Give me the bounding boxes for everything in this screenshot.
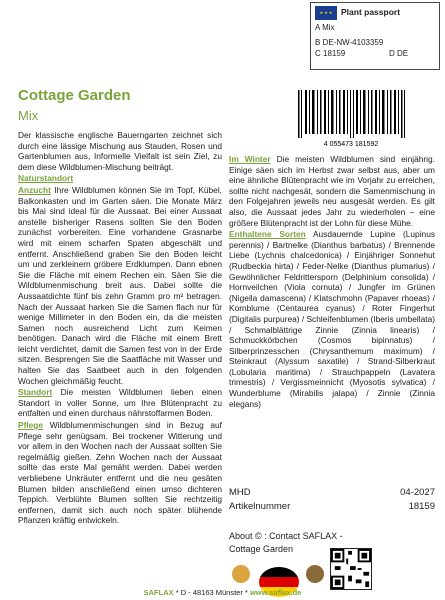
seed-packet-icon (232, 565, 250, 583)
anzucht-heading: Anzucht (18, 184, 51, 195)
passport-c: C 18159 (315, 49, 346, 58)
artikel-value: 18159 (408, 501, 435, 512)
footer (0, 588, 445, 597)
anzucht-text: Ihre Wildblumen können Sie im Topf, Kübel, Balkonkasten und im Garten säen. Die Monate März bis Mai sind ideal für die Aussaat. Bei einer Aussaat anstelle bisheriger Rasens sollten Sie den Boden zunächst vorbereiten. Eine vorhandene Grasnarbe wird mit einem scharfen Spaten abgeschält und entfernt. Anschließend graben Sie den Boden leicht um und zerkleinern gröbere Erdklumpen. Dann ebnen Sie die Fläche mit einem Rechen ein. Säen Sie die Wildblumenmischung breit aus. Dabei sollte die Aussaatdichte fünf bis zehn Gramm pro m² betragen. Nach der Aussaat harken Sie die Samen flach nur für wenige Millimeter in den Boden ein, da die meisten Samen noch ausreichend Licht zum Keimen benötigen. Danach wird die Fläche mit einem Brett leicht verdichtet, damit die Samen fest von in der Erde sitzen. Besprengen Sie die Saatfläche mit Wasser und halten Sie das Saatbeet auch in den folgenden Wochen gleichmäßig feucht. (18, 184, 222, 386)
footer-brand: SAFLAX (143, 588, 174, 597)
product-subtitle: Mix (18, 108, 39, 123)
mhd-row (229, 486, 435, 500)
passport-d: D DE (389, 49, 409, 58)
qr-code (330, 548, 372, 590)
eu-flag-icon: ★ ★ ★ (315, 6, 337, 20)
right-column (229, 154, 435, 410)
info-table (229, 486, 435, 514)
winter-heading: Im Winter (229, 154, 271, 164)
intro-text: Der klassische englische Bauerngarten zeichnet sich durch eine lässige Mischung aus Stauden, Rosen und Gartenblumen aus, Informelle Vielfalt ist sein Ziel, zu dem diese Wildblumen-Mischung beiträgt. (18, 130, 222, 172)
naturstandort-heading: Naturstandort (18, 173, 74, 184)
about-line-2: Cottage Garden (229, 544, 294, 554)
pflege-heading: Pflege (18, 420, 44, 431)
about-block (229, 530, 343, 556)
barcode-digits: 4 055473 181592 (323, 141, 379, 148)
sorten-heading: Enthaltene Sorten (229, 229, 306, 240)
footer-url[interactable]: www.saflax.de (249, 588, 302, 597)
left-column (18, 130, 222, 527)
passport-a: A Mix (315, 23, 335, 32)
barcode (286, 88, 436, 148)
footer-address: * D - 48163 Münster * (175, 588, 250, 597)
artikel-label: Artikelnummer (229, 501, 291, 512)
standort-heading: Standort (18, 387, 53, 398)
artikel-row (229, 500, 435, 514)
pflege-text: Wildblumenmischungen sind in Bezug auf Pflege sehr genügsam. Bei trockener Witterung und vor allem in den Wochen nach der Aussaat sollten Sie regelmäßig gießen. Zehn Wochen nach der Aussaat sollte das erste Mal gemäht werden. Dabei werden verbliebene Unkräuter entfernt und die neu gesäten Blumen bilden anschließend einen umso dichteren Teppich. Verblühte Blumen sollten Sie rechtzeitig entfernen, damit sich auch noch später blühende Pflanzen kräftig entwickeln. (18, 420, 222, 526)
standort-text: Die meisten Wildblumen lieben einen Standort in voller Sonne, um Ihre Blütenpracht zu entfalten und einen durchaus nährstoffarmen Boden. (18, 387, 222, 419)
language-label (258, 578, 259, 579)
mhd-value: 04-2027 (400, 487, 435, 498)
about-line-1: About © : Contact SAFLAX - (229, 531, 343, 541)
sorten-text: Ausdauernde Lupine (Lupinus perennis) / Bartnelke (Dianthus barbatus) / Brennende Liebe (Lychnis chalcedonica) / Einjähriger Sonnehut (Rudbeckia hirta) / Feder-Nelke (Dianthus plumarius) / Gewöhnlicher Feldrittersporn (Delphinium consolida) / Hornveilchen (Viola cornuta) / Jungfer im Grünen (Nigella damascena) / Klatschmohn (Papaver rhoeas) / Kornblume (Centaurea cyanus) / Roter Fingerhut (Digitalis purpurea) / Schleifenblumen (Iberis umbellata) / Schmalblättrige Zinnie (Zinnia linearis) / Schmuckkörbchen (Cosmos bipinnatus) / Silberprinzesschen (Chrysanthemum maximum) / Steinkraut (Alyssum saxatile) / Strand-Silberkraut (Lobularia maritima) / Strauchpappeln (Lavatera trimestris) / Vergissmeinnicht (Myosotis sylvatica) / Wunderblume (Mirabilis jalapa) / Zinnie (Zinnia elegans) (229, 229, 436, 409)
passport-b: B DE-NW-4103359 (315, 38, 384, 47)
plant-pot-icon (306, 565, 324, 583)
product-title: Cottage Garden (18, 87, 131, 104)
winter-text: Die meisten Wildblumen sind einjährig. Einige säen sich im Herbst zwar selbst aus, aber um eine ähnliche Blütenpracht wie im Vorjahr zu erreichen, sollte nicht nachgesät, sondern die Samenmischung in den Folgejahren jeweils neu ausgesät werden. Es gilt also, die Aussaat jedes Jahr zu wiederholen – eine größere Blütenpracht ist der Lohn für diese Mühe. (229, 154, 435, 228)
mhd-label: MHD (229, 487, 251, 498)
plant-passport-title: Plant passport (341, 7, 401, 17)
plant-passport-box (310, 2, 440, 70)
